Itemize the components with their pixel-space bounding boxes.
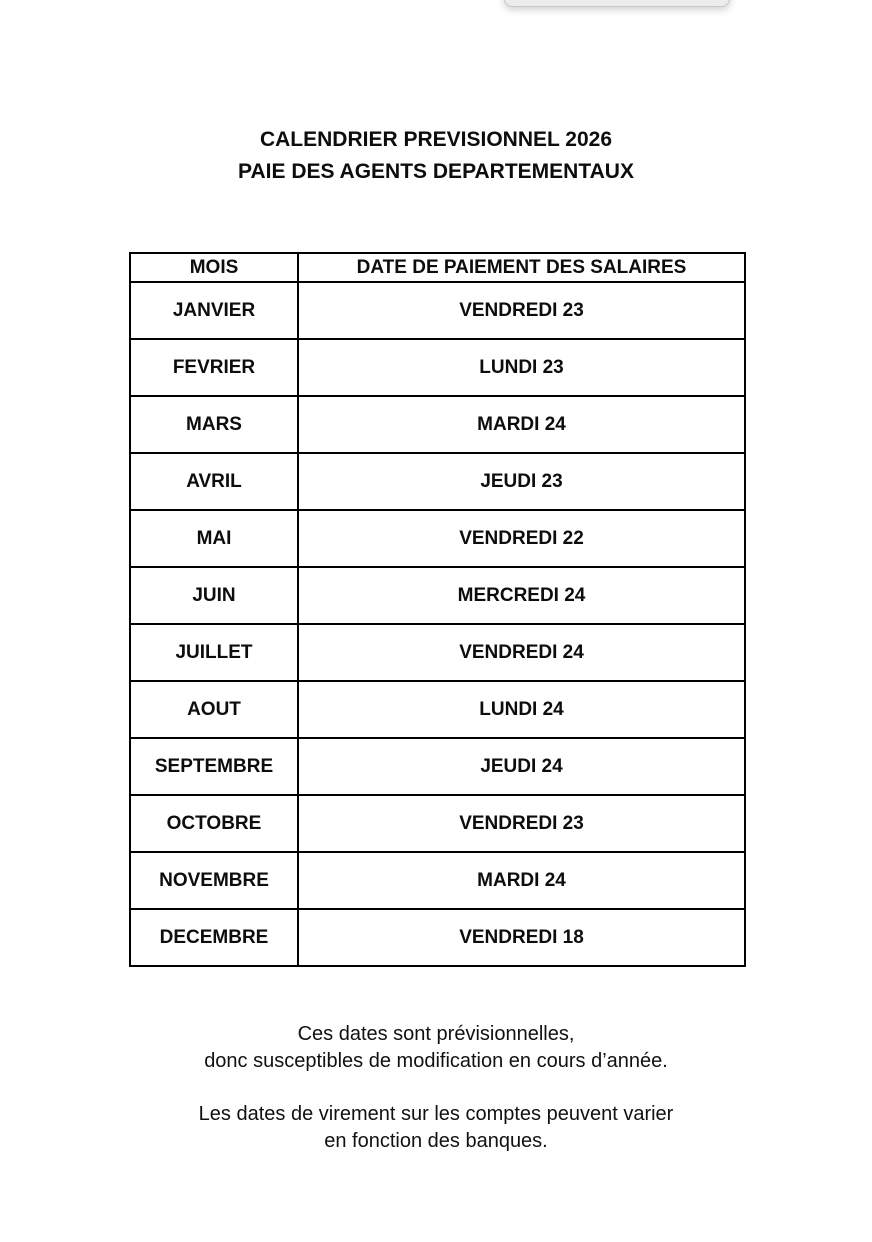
payment-date-cell: MERCREDI 24 bbox=[298, 567, 745, 624]
table-row bbox=[130, 738, 745, 795]
month-cell: OCTOBRE bbox=[130, 795, 298, 852]
payment-date-cell: VENDREDI 18 bbox=[298, 909, 745, 966]
payment-date-cell: MARDI 24 bbox=[298, 852, 745, 909]
table-row bbox=[130, 852, 745, 909]
payment-date-cell: VENDREDI 24 bbox=[298, 624, 745, 681]
payment-date-cell: JEUDI 24 bbox=[298, 738, 745, 795]
table-row bbox=[130, 282, 745, 339]
month-cell: AOUT bbox=[130, 681, 298, 738]
column-header-date-paiement: DATE DE PAIEMENT DES SALAIRES bbox=[298, 253, 745, 282]
month-cell: JANVIER bbox=[130, 282, 298, 339]
payment-date-cell: LUNDI 23 bbox=[298, 339, 745, 396]
table-row bbox=[130, 339, 745, 396]
table-row bbox=[130, 510, 745, 567]
payment-date-cell: VENDREDI 23 bbox=[298, 282, 745, 339]
note-line: en fonction des banques. bbox=[324, 1130, 548, 1152]
month-cell: AVRIL bbox=[130, 453, 298, 510]
payment-date-cell: LUNDI 24 bbox=[298, 681, 745, 738]
month-cell: JUILLET bbox=[130, 624, 298, 681]
payment-date-cell: VENDREDI 22 bbox=[298, 510, 745, 567]
table-row bbox=[130, 681, 745, 738]
month-cell: MAI bbox=[130, 510, 298, 567]
month-cell: MARS bbox=[130, 396, 298, 453]
table-row bbox=[130, 795, 745, 852]
month-cell: JUIN bbox=[130, 567, 298, 624]
month-cell: FEVRIER bbox=[130, 339, 298, 396]
note-line: donc susceptibles de modification en cours d’année. bbox=[204, 1050, 668, 1072]
note-bank-transfer bbox=[0, 1101, 872, 1155]
note-line: Les dates de virement sur les comptes peuvent varier bbox=[198, 1103, 674, 1125]
payment-calendar-table bbox=[129, 252, 746, 967]
month-cell: SEPTEMBRE bbox=[130, 738, 298, 795]
table-row bbox=[130, 453, 745, 510]
table-row bbox=[130, 909, 745, 966]
month-cell: DECEMBRE bbox=[130, 909, 298, 966]
payment-date-cell: JEUDI 23 bbox=[298, 453, 745, 510]
overlay-pill-fragment bbox=[504, 0, 730, 7]
page-title-line-2: PAIE DES AGENTS DEPARTEMENTAUX bbox=[238, 160, 634, 183]
page-title bbox=[0, 124, 872, 188]
note-line: Ces dates sont prévisionnelles, bbox=[297, 1023, 575, 1045]
payment-date-cell: MARDI 24 bbox=[298, 396, 745, 453]
payment-date-cell: VENDREDI 23 bbox=[298, 795, 745, 852]
page-title-line-1: CALENDRIER PREVISIONNEL 2026 bbox=[259, 128, 613, 151]
table-header-row bbox=[130, 253, 745, 282]
note-previsional-dates bbox=[0, 1021, 872, 1075]
month-cell: NOVEMBRE bbox=[130, 852, 298, 909]
column-header-mois: MOIS bbox=[130, 253, 298, 282]
table-row bbox=[130, 624, 745, 681]
table-row bbox=[130, 567, 745, 624]
table-row bbox=[130, 396, 745, 453]
